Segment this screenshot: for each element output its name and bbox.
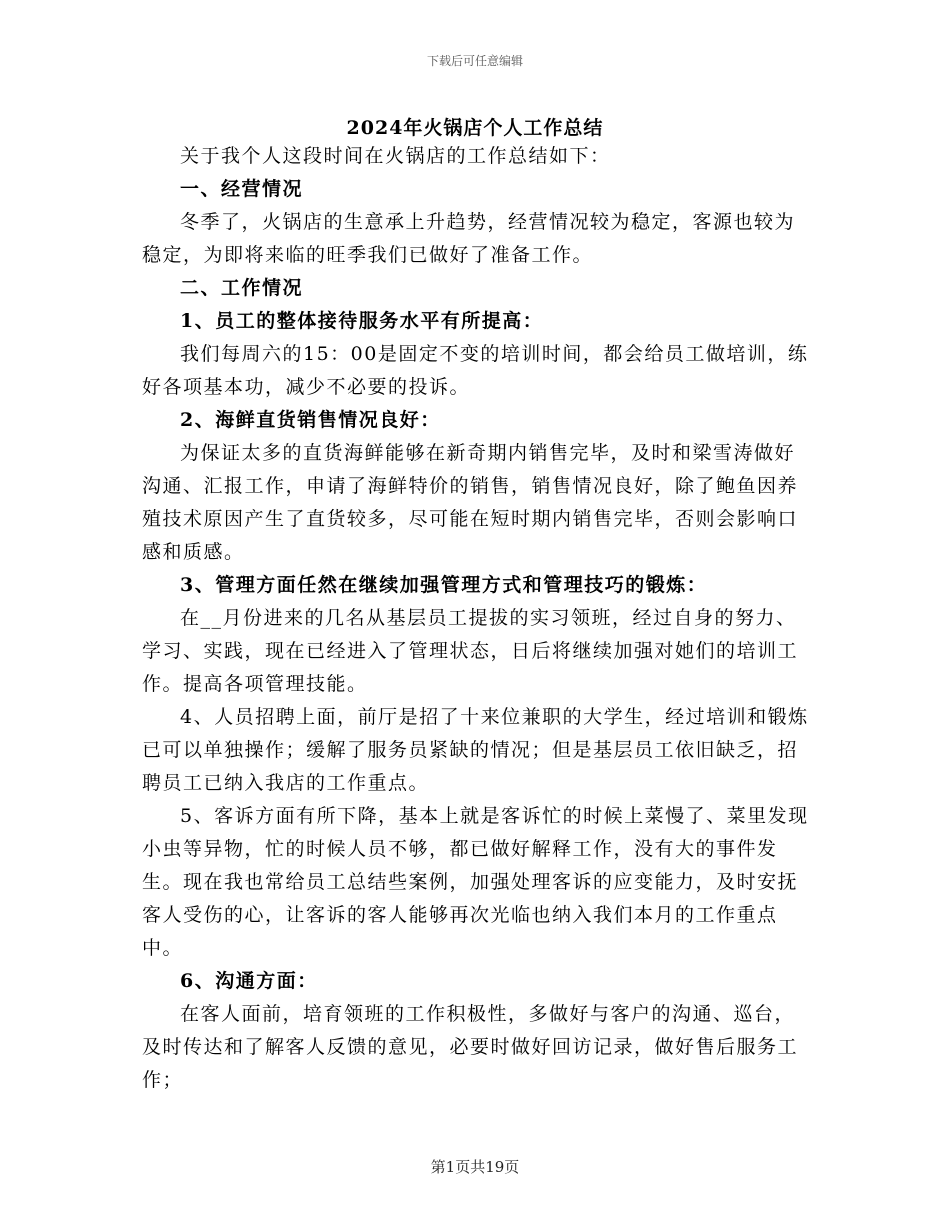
document-body	[142, 140, 812, 1097]
subheading-management: 3、管理方面任然在继续加强管理方式和管理技巧的锻炼：	[180, 574, 708, 596]
subheading-service-level: 1、员工的整体接待服务水平有所提高：	[180, 310, 544, 332]
section-heading-work: 二、工作情况	[180, 277, 304, 299]
document-title: 2024年火锅店个人工作总结	[346, 117, 604, 139]
communication-paragraph: 在客人面前，培育领班的工作积极性，多做好与客户的沟通、巡台，及时传达和了解客人反馈的意见，必要时做好回访记录，做好售后服务工作；	[142, 1003, 799, 1091]
operations-paragraph: 冬季了，火锅店的生意承上升趋势，经营情况较为稳定，客源也较为稳定，为即将来临的旺季我们已做好了准备工作。	[142, 211, 796, 266]
recruitment-paragraph: 4、人员招聘上面，前厅是招了十来位兼职的大学生，经过培训和锻炼已可以单独操作；缓解了服务员紧缺的情况；但是基层员工依旧缺乏，招聘员工已纳入我店的工作重点。	[142, 706, 809, 794]
complaints-paragraph: 5、客诉方面有所下降，基本上就是客诉忙的时候上菜慢了、菜里发现小虫等异物，忙的时候人员不够，都已做好解释工作，没有大的事件发生。现在我也常给员工总结些案例，加强处理客诉的应变能力，及时安抚客人受伤的心，让客诉的客人能够再次光临也纳入我们本月的工作重点中。	[142, 805, 809, 959]
intro-paragraph: 关于我个人这段时间在火锅店的工作总结如下：	[180, 145, 611, 167]
seafood-sales-paragraph: 为保证太多的直货海鲜能够在新奇期内销售完毕，及时和梁雪涛做好沟通、汇报工作，申请了海鲜特价的销售，销售情况良好，除了鲍鱼因养殖技术原因产生了直货较多，尽可能在短时期内销售完毕，否则会影响口感和质感。	[142, 442, 799, 563]
subheading-communication: 6、沟通方面：	[180, 970, 318, 992]
subheading-seafood-sales: 2、海鲜直货销售情况良好：	[180, 409, 441, 431]
page-header: 下载后可任意编辑	[426, 54, 523, 68]
management-paragraph: 在__月份进来的几名从基层员工提拔的实习领班，经过自身的努力、学习、实践，现在已经进入了管理状态，日后将继续加强对她们的培训工作。提高各项管理技能。	[142, 607, 799, 695]
service-level-paragraph: 我们每周六的15：00是固定不变的培训时间，都会给员工做培训，练好各项基本功，减少不必要的投诉。	[142, 343, 809, 398]
section-heading-operations: 一、经营情况	[180, 178, 304, 200]
page-footer: 第1页共19页	[430, 1158, 520, 1176]
